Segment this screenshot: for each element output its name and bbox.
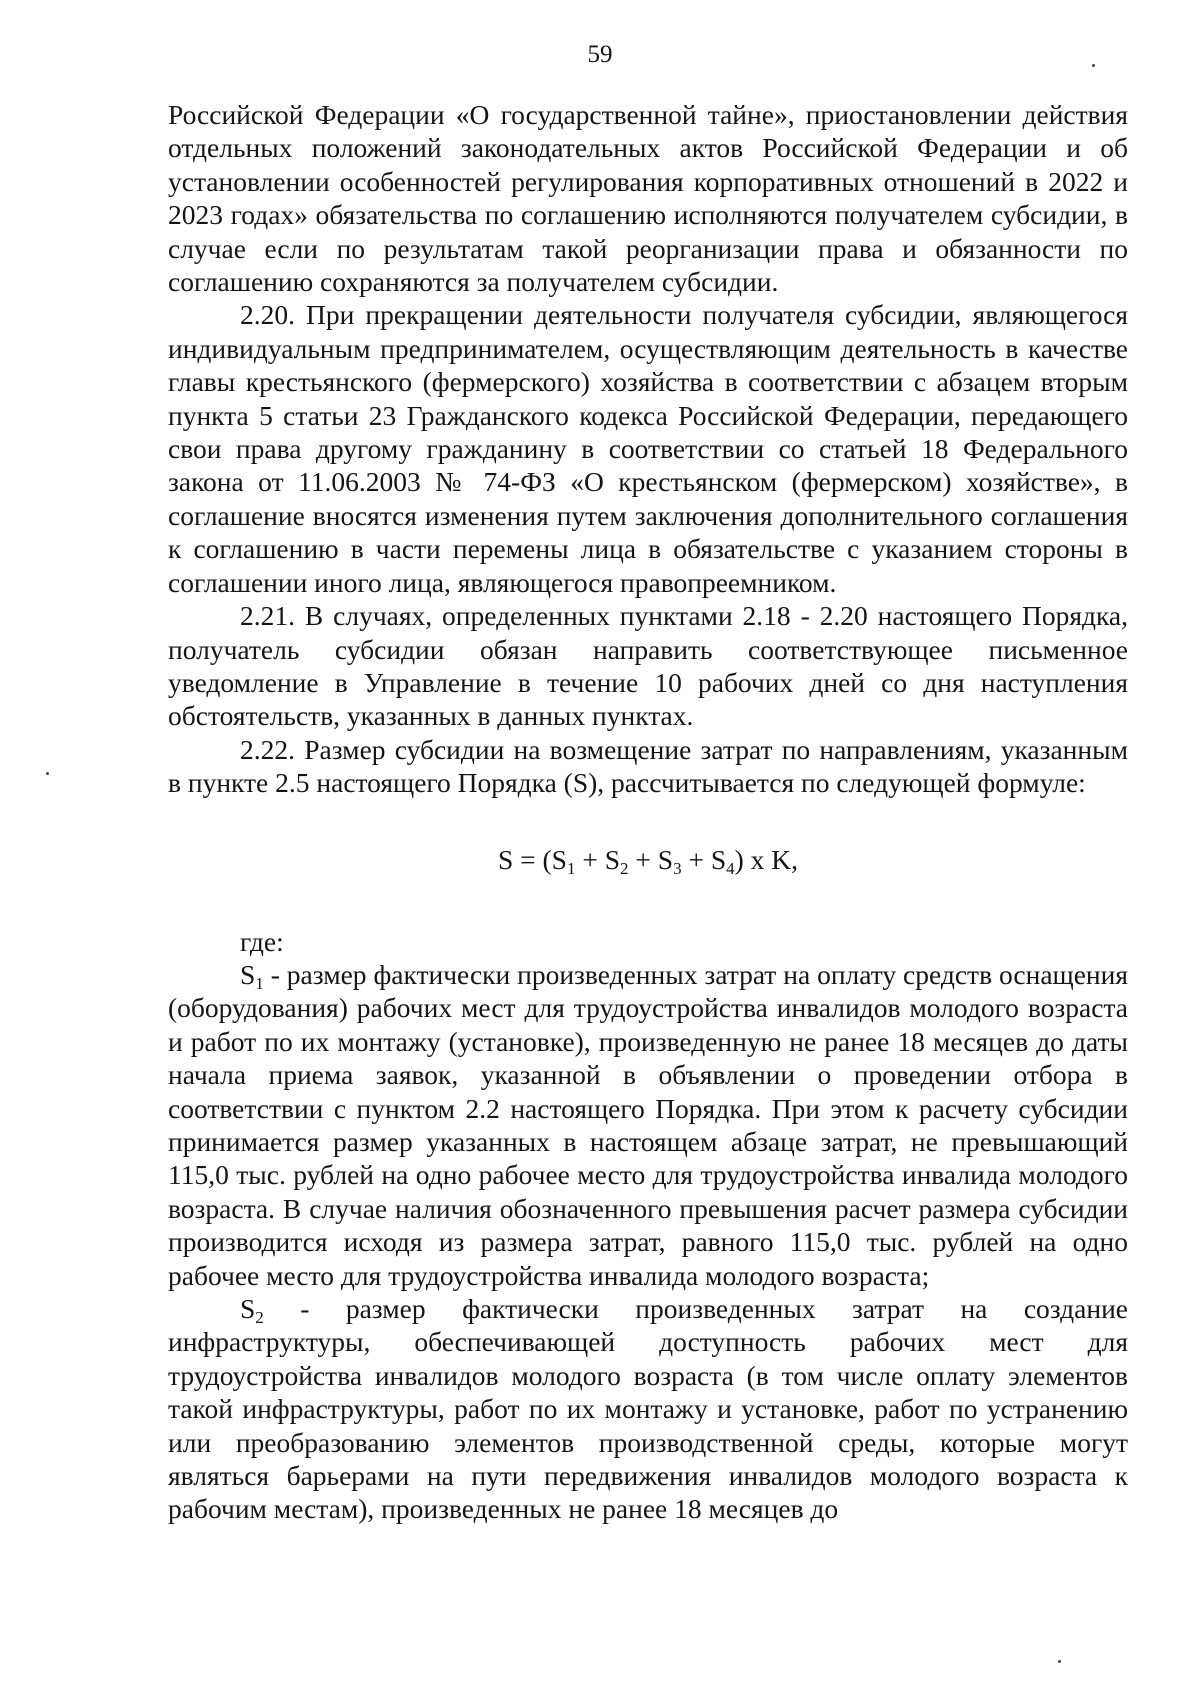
paragraph-2-21: 2.21. В случаях, определенных пунктами 2.18 - 2.20 настоящего Порядка, получатель субсидии обязан направить соответствующее письменное уведомление в Управление в течение 10 рабочих дней со дня наступления обстоятельств, указанных в данных пунктах. [168,600,1128,732]
definition-s1 [168,958,1128,1292]
formula-s4-subscript: 4 [726,858,735,878]
document-body [168,98,1128,1526]
subsidy-formula [168,843,1128,877]
formula-rhs: ) x K, [734,843,799,875]
formula-s2-subscript: 2 [620,858,629,878]
formula-plus-s2: + S [575,843,621,875]
formula-plus-s4: + S [681,843,727,875]
definition-s1-symbol: S [240,958,256,990]
definition-s2-symbol: S [240,1293,256,1324]
definition-s2 [168,1292,1128,1526]
definition-s1-subscript: 1 [255,973,264,993]
paragraph-2-20: 2.20. При прекращении деятельности получателя субсидии, являющегося индивидуальным предпринимателем, осуществляющим деятельность в качестве главы крестьянского (фермерского) хозяйства в соответствии с абзацем вторым пункта 5 статьи 23 Гражданского кодекса Российской Федерации, передающего свои права другому гражданину в соответствии со статьей 18 Федерального закона от 11.06.2003 № 74-ФЗ «О крестьянском (фермерском) хозяйстве», в соглашение вносятся изменения путем заключения дополнительного соглашения к соглашению в части перемены лица в обязательстве с указанием стороны в соглашении иного лица, являющегося правопреемником. [168,299,1128,598]
page-number: 59 [587,41,613,68]
scan-speck [1058,1660,1061,1663]
definition-s1-text: - размер фактически произведенных затрат на оплату средств оснащения (оборудования) рабочих мест для трудоустройства инвалидов молодого возраста и работ по их монтажу (установке), произведенную не ранее 18 месяцев до даты начала приема заявок, указанной в объявлении о проведении отбора в соответствии с пунктом 2.2 настоящего Порядка. При этом к расчету субсидии принимается размер указанных в настоящем абзаце затрат, не превышающий 115,0 тыс. рублей на одно рабочее место для трудоустройства инвалида молодого возраста. В случае наличия обозначенного превышения расчет размера субсидии производится исходя из размера затрат, равного 115,0 тыс. рублей на одно рабочее место для трудоустройства инвалида молодого возраста; [168,958,1128,1291]
where-label: где: [240,925,284,957]
formula-s1-subscript: 1 [566,858,576,878]
paragraph-2-22: 2.22. Размер субсидии на возмещение затрат по направлениям, указанным в пункте 2.5 настоящего Порядка (S), рассчитывается по следующей формуле: [168,733,1128,799]
formula-s3-subscript: 3 [673,858,682,878]
scan-speck [46,772,49,775]
scan-speck [1092,64,1095,67]
definition-s2-text: - размер фактически произведенных затрат на создание инфраструктуры, обеспечивающей доступность рабочих мест для трудоустройства инвалидов молодого возраста (в том числе оплату элементов такой инфраструктуры, работ по их монтажу и установке, работ по устранению или преобразованию элементов производственной среды, которые могут являться барьерами на пути передвижения инвалидов молодого возраста к рабочим местам), произведенных не ранее 18 месяцев до [168,1293,1128,1525]
formula-plus-s3: + S [628,843,674,875]
paragraph-continuation: Российской Федерации «О государственной тайне», приостановлении действия отдельных положений законодательных актов Российской Федерации и об установлении особенностей регулирования корпоративных отношений в 2022 и 2023 годах» обязательства по соглашению исполняются получателем субсидии, в случае если по результатам такой реорганизации права и обязанности по соглашению сохраняются за получателем субсидии. [168,99,1128,298]
definition-s2-subscript: 2 [255,1308,264,1327]
formula-lhs: S = (S [497,843,567,875]
